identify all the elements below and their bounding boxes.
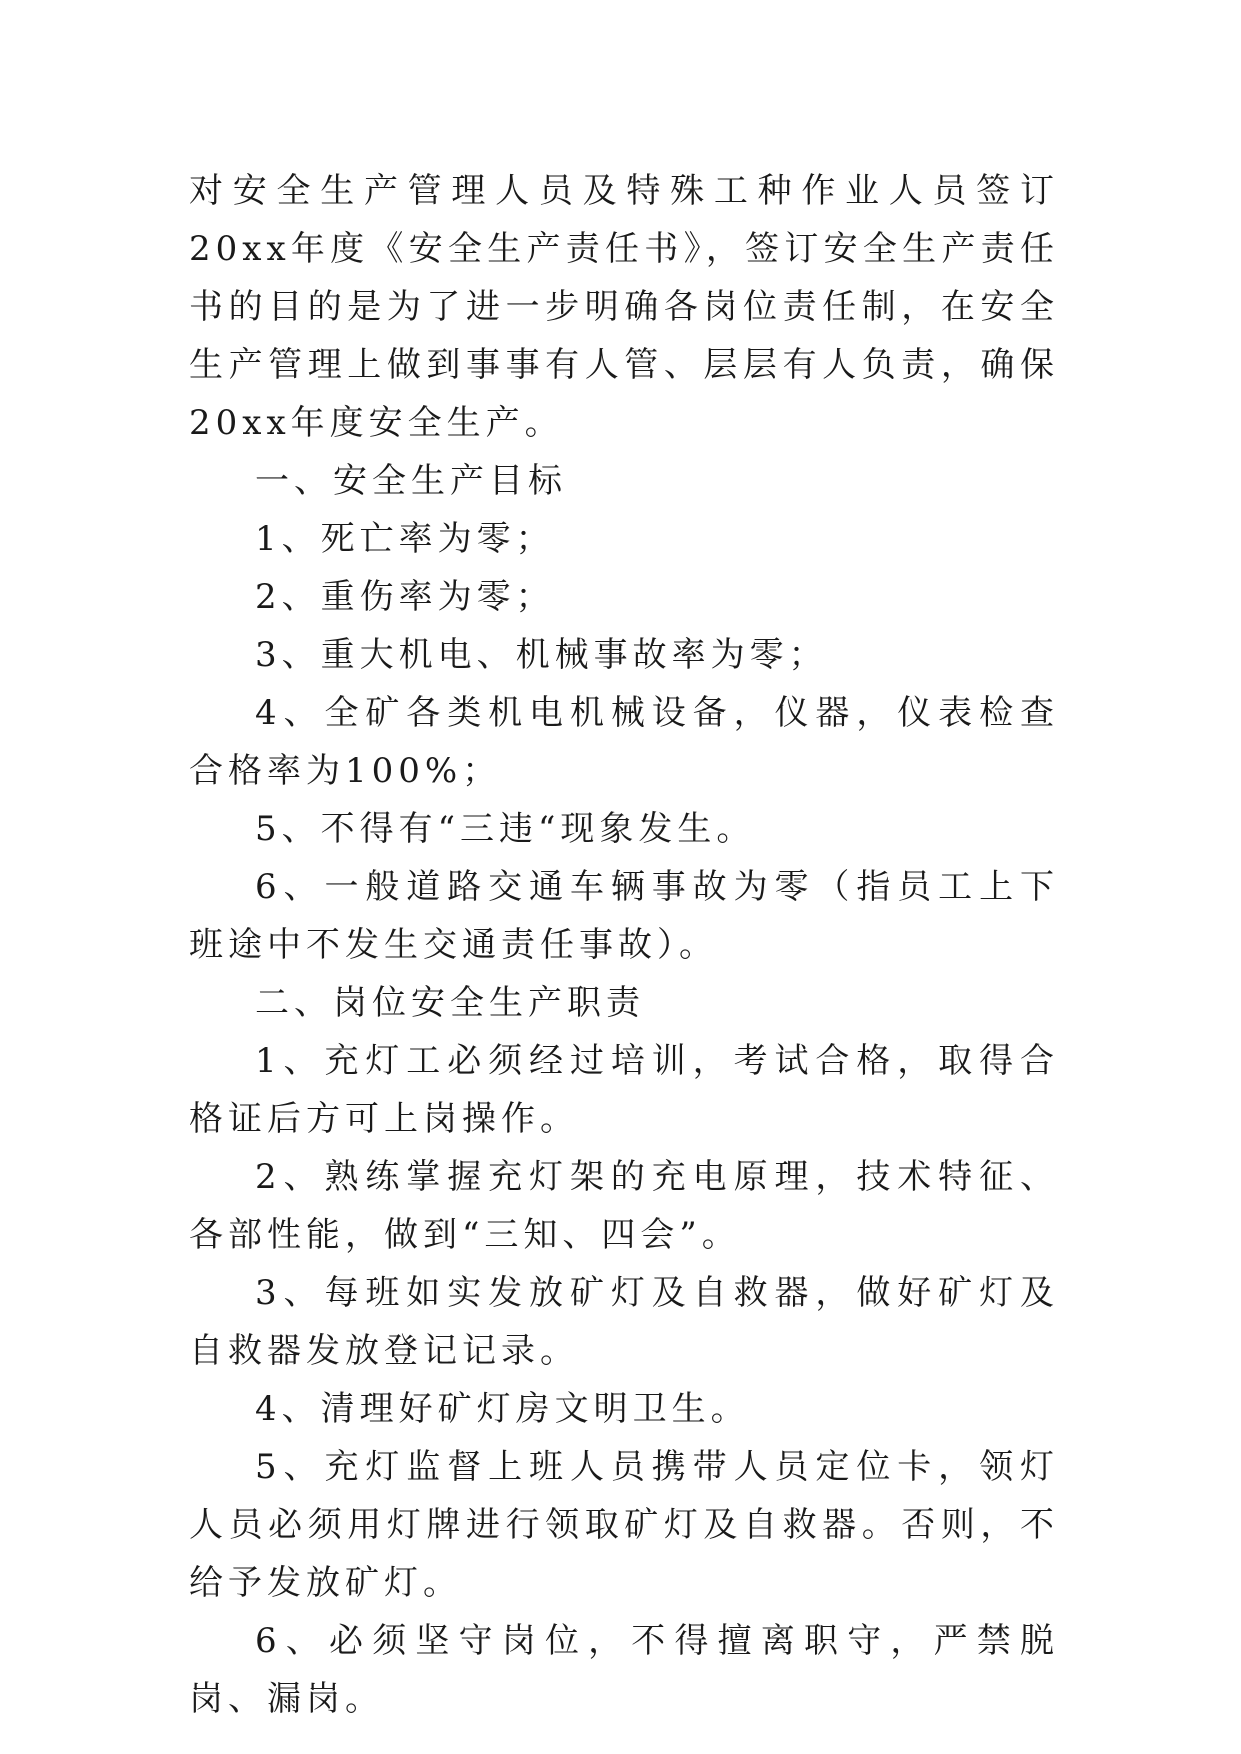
goal-item-5: 5、不得有“三违“现象发生。 <box>255 809 756 849</box>
goal-item-4: 4、全矿各类机电机械设备，仪器，仪表检查合格率为100%； <box>189 693 1059 791</box>
duty-item-4: 4、清理好矿灯房文明卫生。 <box>255 1389 750 1429</box>
duty-item-2: 2、熟练掌握充灯架的充电原理，技术特征、各部性能，做到“三知、四会”。 <box>189 1157 1059 1255</box>
intro-paragraph: 对安全生产管理人员及特殊工种作业人员签订20xx年度《安全生产责任书》，签订安全生产责任书的目的是为了进一步明确各岗位责任制，在安全生产管理上做到事事有人管、层层有人负责，确保20xx年度安全生产。 <box>189 171 1059 443</box>
section-heading-goals: 一、安全生产目标 <box>255 461 567 501</box>
duty-item-6: 6、必须坚守岗位，不得擅离职守，严禁脱岗、漏岗。 <box>189 1621 1059 1719</box>
goal-item-6: 6、一般道路交通车辆事故为零（指员工上下班途中不发生交通责任事故）。 <box>189 867 1059 965</box>
duty-item-5: 5、充灯监督上班人员携带人员定位卡，领灯人员必须用灯牌进行领取矿灯及自救器。否则，不给予发放矿灯。 <box>189 1447 1059 1603</box>
duty-item-1: 1、充灯工必须经过培训，考试合格，取得合格证后方可上岗操作。 <box>189 1041 1059 1139</box>
goal-item-2: 2、重伤率为零； <box>255 577 555 617</box>
duty-item-3: 3、每班如实发放矿灯及自救器，做好矿灯及自救器发放登记记录。 <box>189 1273 1059 1371</box>
goal-item-1: 1、死亡率为零； <box>255 519 555 559</box>
document-body <box>189 162 1059 1728</box>
section-heading-duties: 二、岗位安全生产职责 <box>255 983 645 1023</box>
goal-item-3: 3、重大机电、机械事故率为零； <box>255 635 828 675</box>
